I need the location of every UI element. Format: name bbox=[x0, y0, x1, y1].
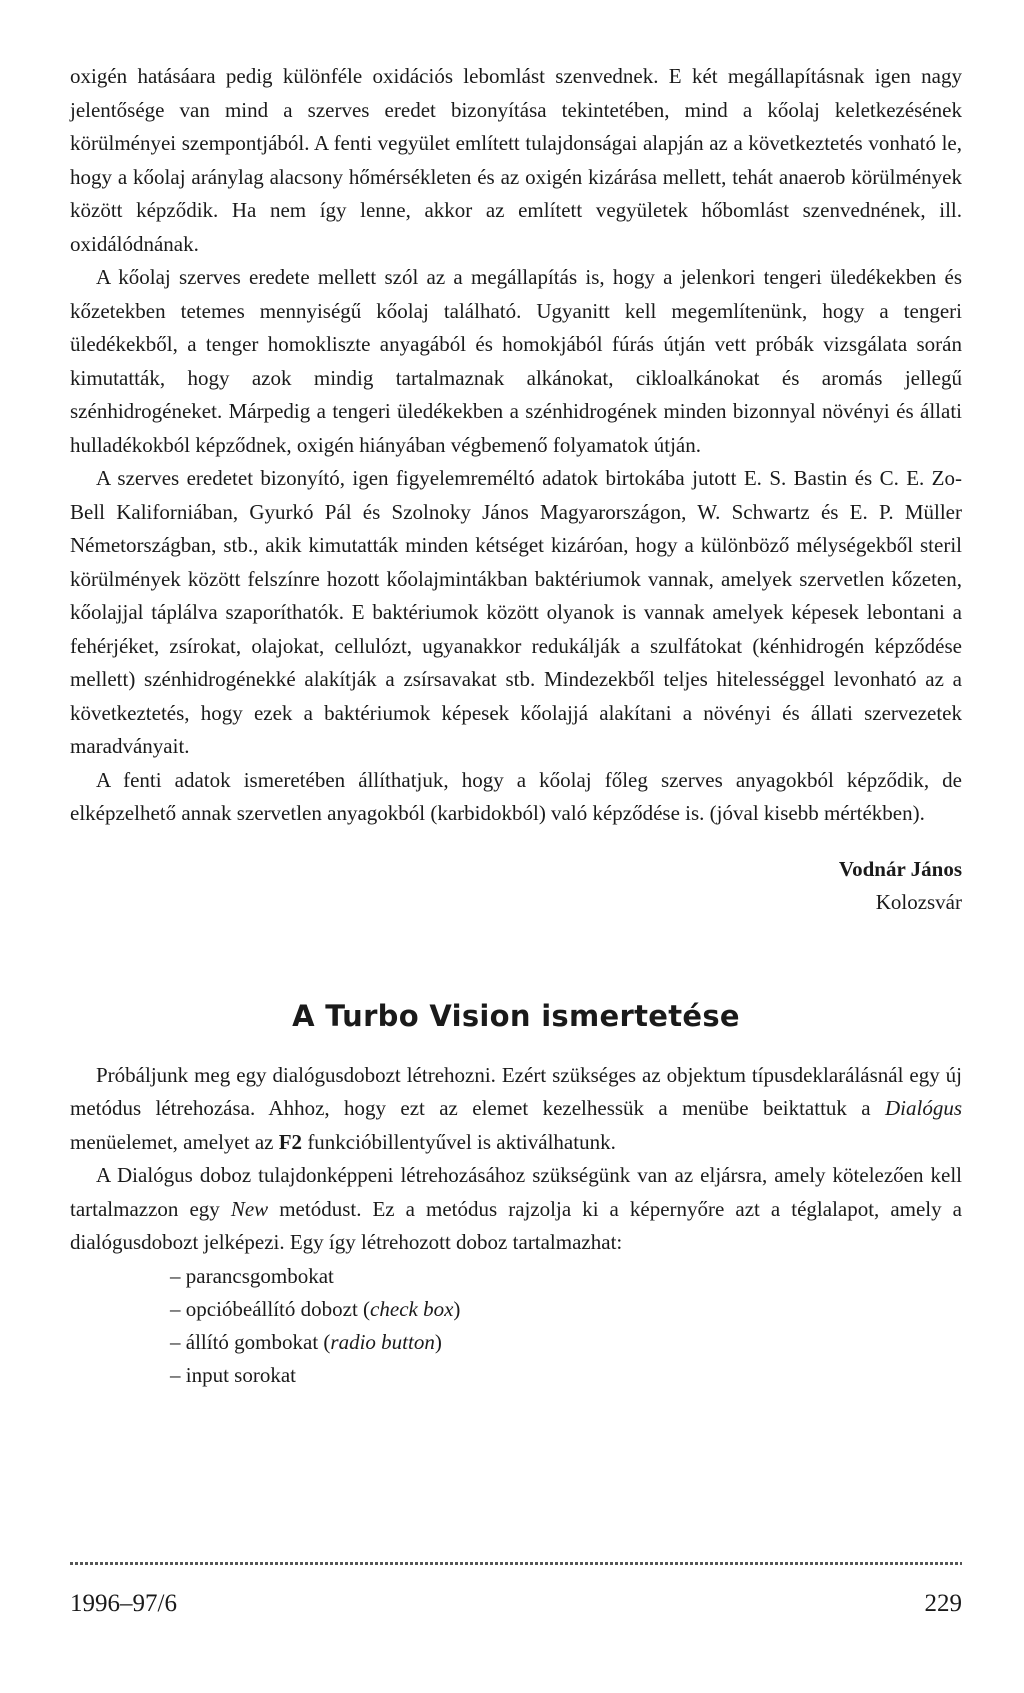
bullet-list bbox=[70, 1260, 962, 1392]
page-number: 229 bbox=[924, 1590, 962, 1617]
method-name: New bbox=[230, 1196, 269, 1221]
list-item: – opcióbeállító dobozt (check box) bbox=[170, 1293, 962, 1326]
text-run: Próbáljunk meg egy dialógusdobozt létrehozni. Ezért szükséges az objektum típusdeklarálásnál egy új metódus létrehozása. Ahhoz, hogy ezt az elemet kezelhessük a menübe beiktattuk a bbox=[70, 1062, 962, 1120]
list-item: – input sorokat bbox=[170, 1359, 962, 1392]
signature bbox=[70, 853, 962, 919]
paragraph: A kőolaj szerves eredete mellett szól az a megállapítás is, hogy a jelenkori tengeri üledékekben és kőzetekben tetemes mennyiségű kőolaj található. Ugyanitt kell megemlítenünk, hogy a tengeri üledékekből, a tenger homokliszte anyagából és homokjából fúrás útján vett próbák vizsgálata során kimutatták, hogy azok mindig tartalmaznak alkánokat, cikloalkánokat és aromás jellegű szénhidrogéneket. Márpedig a tengeri üledékekben a szénhidrogének minden bizonnyal növényi és állati hulladékokból képződnek, oxigén hiányában végbemenő folyamatok útján. bbox=[70, 265, 962, 457]
list-item: – állító gombokat (radio button) bbox=[170, 1326, 962, 1359]
list-item: – parancsgombokat bbox=[170, 1260, 962, 1293]
paragraph: oxigén hatásáara pedig különféle oxidációs lebomlást szenvednek. E két megállapításnak igen nagy jelentősége van mind a szerves eredet bizonyítása tekintetében, mind a kőolaj keletkezésének körülményei szempontjából. A fenti vegyület említett tulajdonságai alapján az a következtetés vonható le, hogy a kőolaj aránylag alacsony hőmérsékleten és az oxigén kizárása mellett, tehát anaerob körülmények között képződik. Ha nem így lenne, akkor az említett vegyületek hőbomlást szenvednének, ill. oxidálódnának. bbox=[70, 64, 962, 256]
paragraph: A szerves eredetet bizonyító, igen figyelemreméltó adatok birtokába jutott E. S. Bastin és C. E. Zo-Bell Kaliforniában, Gyurkó Pál és Szolnoky János Magyarországon, W. Schwartz és E. P. Müller Németországban, stb., akik kimutatták minden kétséget kizáróan, hogy a különböző mélységekből steril körülmények között felszínre hozott kőolajmintákban baktériumok vannak, amelyek szervetlen kőzeten, kőolajjal táplálva szaporíthatók. E baktériumok között olyanok is vannak amelyek képesek lebontani a fehérjéket, zsírokat, olajokat, cellulózt, ugyanakkor redukálják a szulfátokat (kénhidrogén képződése mellett) szénhidrogénekké alakítják a zsírsavakat stb. Mindezekből teljes hitelességgel levonható az a következtetés, hogy ezek a baktériumok képesek kőolajjá alakítani a növényi és állati szervezetek maradványait. bbox=[70, 466, 962, 758]
text-run: A Dialógus doboz tulajdonképpeni létrehozásához szükségünk van az eljársra, amely kötelezően kell tartalmazzon egy bbox=[70, 1163, 962, 1221]
section-title: A Turbo Vision ismertetése bbox=[292, 998, 740, 1033]
page-content bbox=[70, 60, 962, 1392]
text-run: funkcióbillentyűvel is aktiválhatunk. bbox=[302, 1129, 616, 1154]
issue-number: 1996–97/6 bbox=[70, 1590, 177, 1617]
author-name: Vodnár János bbox=[838, 856, 962, 881]
paragraph bbox=[70, 1059, 962, 1160]
key-name: F2 bbox=[278, 1129, 303, 1154]
menu-name: Dialógus bbox=[884, 1096, 962, 1120]
text-run: metódust. Ez a metódus rajzolja ki a képernyőre azt a téglalapot, amely a dialógusdobozt jelképezi. Egy így létrehozott doboz tartalmazhat: bbox=[70, 1196, 962, 1254]
author-location: Kolozsvár bbox=[875, 889, 962, 914]
text-run: menüelemet, amelyet az bbox=[70, 1129, 279, 1154]
paragraph bbox=[70, 1159, 962, 1260]
footer bbox=[70, 1590, 962, 1618]
footer-divider bbox=[70, 1562, 962, 1565]
paragraph: A fenti adatok ismeretében állíthatjuk, hogy a kőolaj főleg szerves anyagokból képződik, de elképzelhető annak szervetlen anyagokból (karbidokból) való képződése is. (jóval kisebb mértékben). bbox=[70, 767, 962, 825]
